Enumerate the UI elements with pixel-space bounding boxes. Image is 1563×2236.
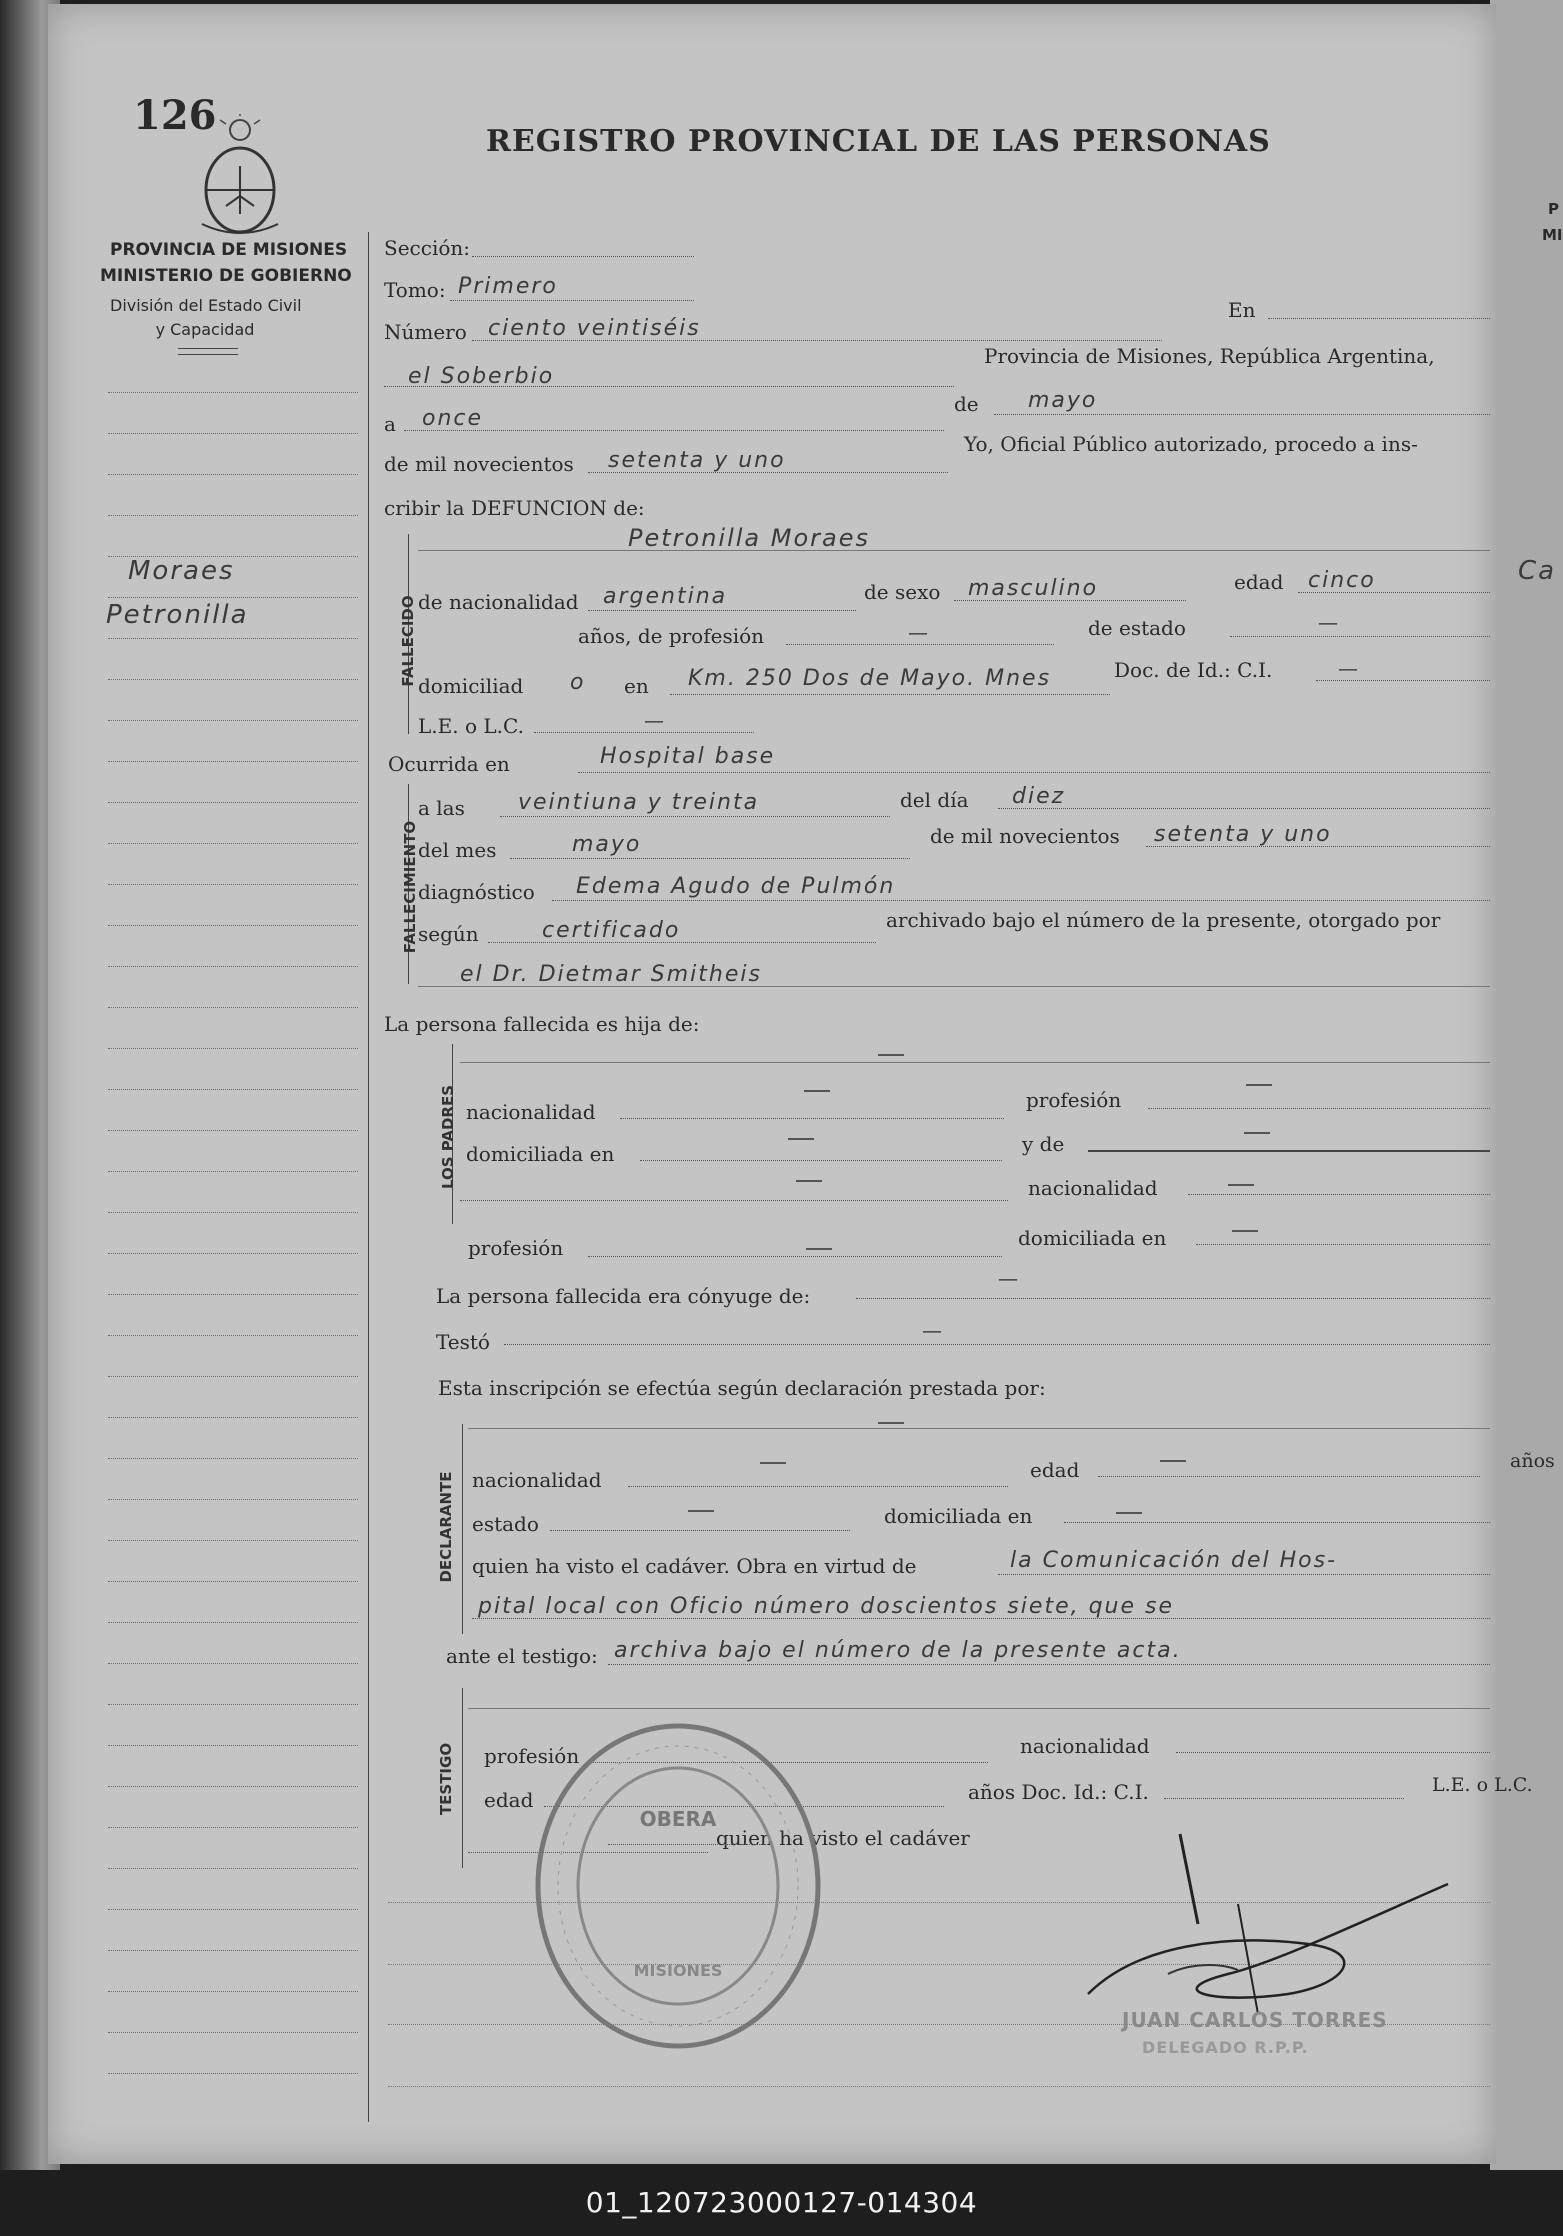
medico-value: el Dr. Dietmar Smitheis <box>460 962 762 987</box>
estado-value: — <box>1318 610 1338 634</box>
margin-ruled-line <box>108 1499 358 1500</box>
segun-value: certificado <box>542 918 681 943</box>
doc-value: — <box>1338 656 1358 680</box>
edad-label: edad <box>1234 570 1284 594</box>
testo-value: — <box>922 1318 942 1342</box>
padre-profesion-line <box>1148 1108 1490 1109</box>
mes-line <box>510 858 910 859</box>
padre-domicilio-blank <box>788 1138 814 1140</box>
signer-title: DELEGADO R.P.P. <box>1142 2038 1309 2057</box>
margin-ruled-line <box>108 843 358 844</box>
margin-ruled-line <box>108 1417 358 1418</box>
hora-value: veintiuna y treinta <box>518 790 760 815</box>
padre-name-blank <box>878 1054 904 1056</box>
seccion-label: Sección: <box>384 236 470 260</box>
testigo-profesion-label: profesión <box>484 1744 580 1768</box>
diagnostico-label: diagnóstico <box>418 880 535 904</box>
margin-ruled-line <box>108 1294 358 1295</box>
place-value: el Soberbio <box>408 364 555 389</box>
margin-ruled-line <box>108 1007 358 1008</box>
declarante-domicilio-label: domiciliada en <box>884 1504 1033 1528</box>
padre-domicilio-line <box>640 1160 1002 1161</box>
margin-ruled-line <box>108 2073 358 2074</box>
margin-ruled-line <box>108 1868 358 1869</box>
name-line <box>418 550 1490 551</box>
right-page-fragment-side: Ca <box>1518 556 1557 586</box>
margin-ruled-line <box>108 392 358 393</box>
doc-line <box>1316 680 1490 681</box>
nacionalidad-value: argentina <box>603 584 728 609</box>
en-label: En <box>1228 298 1256 322</box>
madre-domicilio-blank <box>1232 1230 1258 1232</box>
margin-given-name: Petronilla <box>106 600 249 630</box>
conyuge-value: — <box>998 1266 1018 1290</box>
medico-line <box>418 986 1490 987</box>
margin-ruled-line <box>108 1212 358 1213</box>
testigo-visto-label: quien ha visto el cadáver <box>716 1826 970 1850</box>
doc-label: Doc. de Id.: C.I. <box>1114 658 1273 682</box>
domicilio-line <box>670 694 1110 695</box>
anio-line <box>1146 846 1490 847</box>
declarante-domicilio-blank <box>1116 1512 1142 1514</box>
margin-ruled-line <box>108 433 358 434</box>
testigo-edad-label: edad <box>484 1788 534 1812</box>
numero-label: Número <box>384 320 467 344</box>
year-line <box>588 472 948 473</box>
provincia-text: Provincia de Misiones, República Argentina, <box>984 344 1435 368</box>
margin-ruled-line <box>108 1827 358 1828</box>
margin-ruled-line <box>108 597 358 598</box>
declarante-section-label: DECLARANTE <box>437 1471 455 1583</box>
madre-profesion-label: profesión <box>468 1236 564 1260</box>
declarante-nacionalidad-label: nacionalidad <box>472 1468 602 1492</box>
padre-domicilio-label: domiciliada en <box>466 1142 615 1166</box>
declarante-edad-blank <box>1160 1460 1186 1462</box>
margin-ruled-line <box>108 1581 358 1582</box>
padre-domicilio2-line <box>460 1200 1008 1201</box>
right-page-fragment-a: P <box>1548 200 1559 218</box>
deceased-name: Petronilla Moraes <box>628 524 870 552</box>
numero-line <box>472 340 1162 341</box>
declarante-estado-label: estado <box>472 1512 539 1536</box>
dia-value: diez <box>1012 784 1066 809</box>
madre-domicilio-label: domiciliada en <box>1018 1226 1167 1250</box>
testigo-bracket <box>462 1688 463 1868</box>
office-line-1: PROVINCIA DE MISIONES <box>110 240 348 260</box>
testigo-nacionalidad-line <box>1176 1752 1490 1753</box>
margin-ruled-line <box>108 1622 358 1623</box>
margin-ruled-line <box>108 515 358 516</box>
visto-line-2 <box>472 1618 1490 1619</box>
madre-domicilio-line <box>1196 1244 1490 1245</box>
hora-line <box>500 816 890 817</box>
y-de-label: y de <box>1022 1132 1065 1156</box>
svg-text:OBERA: OBERA <box>639 1807 717 1831</box>
mes-value: mayo <box>572 832 642 857</box>
year-label: de mil novecientos <box>384 452 574 476</box>
archivado-text: archivado bajo el número de la presente, otorgado por <box>886 908 1441 932</box>
madre-nacionalidad-label: nacionalidad <box>1028 1176 1158 1200</box>
declarante-edad-label: edad <box>1030 1458 1080 1482</box>
anio-value: setenta y uno <box>1154 822 1332 847</box>
madre-name-line <box>1088 1150 1490 1152</box>
estado-line <box>1230 636 1490 637</box>
image-id-footer: 01_120723000127-014304 <box>0 2170 1563 2236</box>
declarante-name-line <box>468 1428 1490 1429</box>
testigo-label: ante el testigo: <box>446 1644 598 1668</box>
segun-label: según <box>418 922 479 946</box>
madre-nacionalidad-line <box>1188 1194 1490 1195</box>
testigo-doc-line <box>1164 1798 1404 1799</box>
declarante-estado-line <box>550 1530 850 1531</box>
margin-ruled-line <box>108 1745 358 1746</box>
dia-line <box>998 808 1490 809</box>
svg-text:MISIONES: MISIONES <box>633 1961 723 1980</box>
mes-label: del mes <box>418 838 497 862</box>
de-label: de <box>954 392 979 416</box>
margin-ruled-line <box>108 761 358 762</box>
signer-name: JUAN CARLOS TORRES <box>1122 2008 1388 2032</box>
madre-profesion-line <box>588 1256 1002 1257</box>
declarante-nacionalidad-blank <box>760 1462 786 1464</box>
place-line <box>384 386 954 387</box>
madre-nacionalidad-blank <box>1228 1184 1254 1186</box>
office-line-3: División del Estado Civil <box>110 296 302 315</box>
margin-surname: Moraes <box>128 556 235 586</box>
margin-ruled-line <box>108 1663 358 1664</box>
hora-label: a las <box>418 796 465 820</box>
tomo-line <box>450 300 694 301</box>
declarante-name-blank <box>878 1422 904 1424</box>
declarante-edad-line <box>1098 1476 1480 1477</box>
domicilio-value: Km. 250 Dos de Mayo. Mnes <box>688 666 1052 691</box>
margin-ruled-line <box>108 1089 358 1090</box>
segun-line <box>488 942 876 943</box>
domicilio-en-label: en <box>624 674 649 698</box>
diagnostico-value: Edema Agudo de Pulmón <box>576 874 896 899</box>
visto-line <box>998 1574 1490 1575</box>
padre-name-line <box>460 1062 1490 1063</box>
tomo-value: Primero <box>458 274 558 299</box>
day-line <box>404 430 944 431</box>
declarante-intro: Esta inscripción se efectúa según declaración prestada por: <box>438 1376 1046 1400</box>
visto-value: la Comunicación del Hos- <box>1010 1548 1338 1573</box>
tomo-label: Tomo: <box>384 278 446 302</box>
padre-nacionalidad-blank <box>804 1090 830 1092</box>
margin-ruled-line <box>108 1171 358 1172</box>
sexo-value: masculino <box>968 576 1099 601</box>
estado-label: de estado <box>1088 616 1186 640</box>
le-value: — <box>644 708 664 732</box>
inscribir-text: cribir la DEFUNCION de: <box>384 496 645 520</box>
office-divider <box>178 348 238 349</box>
testigo-le-label: L.E. o L.C. <box>1432 1774 1533 1796</box>
day-value: once <box>422 406 484 431</box>
conyuge-label: La persona fallecida era cónyuge de: <box>436 1284 811 1308</box>
declarante-anos-label: años <box>1510 1450 1555 1472</box>
sexo-label: de sexo <box>864 580 941 604</box>
margin-ruled-line <box>108 1130 358 1131</box>
margin-ruled-line <box>108 1253 358 1254</box>
margin-ruled-line <box>108 884 358 885</box>
visto-label: quien ha visto el cadáver. Obra en virtud de <box>472 1554 917 1578</box>
month-value: mayo <box>1028 388 1098 413</box>
official-text: Yo, Oficial Público autorizado, procedo a ins- <box>964 432 1418 456</box>
padres-section-label: LOS PADRES <box>439 1084 457 1190</box>
office-line-2: MINISTERIO DE GOBIERNO <box>100 266 352 286</box>
le-label: L.E. o L.C. <box>418 714 524 738</box>
signature-mark <box>1048 1824 1468 2034</box>
signature-line-4 <box>388 2086 1490 2087</box>
edad-line <box>1298 592 1490 593</box>
folio-number: 126 <box>133 92 217 139</box>
testigo-section-label: TESTIGO <box>437 1742 455 1816</box>
domicilio-label: domiciliad <box>418 674 524 698</box>
coat-of-arms-icon <box>190 114 290 242</box>
year-value: setenta y uno <box>608 448 786 473</box>
padre-domicilio2-blank <box>796 1180 822 1182</box>
padre-nacionalidad-label: nacionalidad <box>466 1100 596 1124</box>
margin-ruled-line <box>108 474 358 475</box>
right-page-fragment-b: MI <box>1542 226 1563 244</box>
testigo-name-line <box>468 1708 1490 1709</box>
declarante-domicilio-line <box>1064 1522 1490 1523</box>
fallecimiento-section-label: FALLECIMIENTO <box>401 820 419 954</box>
dia-label: del día <box>900 788 969 812</box>
padre-nacionalidad-line <box>620 1118 1004 1119</box>
margin-ruled-line <box>108 1950 358 1951</box>
official-stamp <box>528 1716 828 2056</box>
padre-profesion-blank <box>1246 1084 1272 1086</box>
nacionalidad-line <box>588 610 856 611</box>
margin-ruled-line <box>108 1458 358 1459</box>
margin-ruled-line <box>108 1704 358 1705</box>
margin-ruled-line <box>108 1786 358 1787</box>
padre-profesion-label: profesión <box>1026 1088 1122 1112</box>
sexo-line <box>954 600 1186 601</box>
testigo-nacionalidad-label: nacionalidad <box>1020 1734 1150 1758</box>
a-label: a <box>384 412 396 436</box>
margin-ruled-line <box>108 1048 358 1049</box>
declarante-estado-blank <box>688 1510 714 1512</box>
testo-label: Testó <box>436 1330 490 1354</box>
margin-ruled-line <box>108 802 358 803</box>
margin-ruled-line <box>108 966 358 967</box>
margin-ruled-line <box>108 720 358 721</box>
numero-value: ciento veintiséis <box>488 316 701 341</box>
margin-ruled-line <box>108 925 358 926</box>
margin-ruled-line <box>108 1376 358 1377</box>
le-line <box>534 732 754 733</box>
margin-divider <box>368 232 369 2122</box>
madre-name-blank <box>1244 1132 1270 1134</box>
fallecido-section-label: FALLECIDO <box>399 595 417 687</box>
margin-ruled-line <box>108 2032 358 2033</box>
profesion-value: — <box>908 620 928 644</box>
month-line <box>994 414 1490 415</box>
certificate-page <box>48 4 1555 2164</box>
profesion-line <box>786 644 1054 645</box>
anos-profesion-label: años, de profesión <box>578 624 765 648</box>
edad-value: cinco <box>1308 568 1376 593</box>
anio-label: de mil novecientos <box>930 824 1120 848</box>
padres-intro: La persona fallecida es hija de: <box>384 1012 700 1036</box>
ocurrida-label: Ocurrida en <box>388 752 510 776</box>
margin-ruled-line <box>108 638 358 639</box>
margin-ruled-line <box>108 1335 358 1336</box>
office-divider-2 <box>178 354 238 355</box>
en-line <box>1268 318 1490 319</box>
nacionalidad-label: de nacionalidad <box>418 590 579 614</box>
testo-line <box>504 1344 1490 1345</box>
testigo-doc-label: años Doc. Id.: C.I. <box>968 1780 1149 1804</box>
domicilio-suffix: o <box>570 670 586 695</box>
declarante-nacionalidad-line <box>628 1486 1008 1487</box>
declarante-bracket <box>462 1424 463 1634</box>
visto-value-2: pital local con Oficio número doscientos siete, que se <box>478 1594 1175 1619</box>
diagnostico-line <box>552 900 1490 901</box>
margin-ruled-line <box>108 679 358 680</box>
testigo-value: archiva bajo el número de la presente acta. <box>614 1638 1182 1663</box>
seccion-line <box>472 256 694 257</box>
madre-profesion-blank <box>806 1248 832 1250</box>
margin-ruled-line <box>108 1909 358 1910</box>
ocurrida-line <box>578 772 1490 773</box>
conyuge-line <box>856 1298 1490 1299</box>
office-line-4: y Capacidad <box>155 320 255 339</box>
testigo-line <box>608 1664 1490 1665</box>
facing-page-edge <box>1490 0 1563 2170</box>
ocurrida-value: Hospital base <box>600 744 776 769</box>
margin-ruled-line <box>108 1991 358 1992</box>
page-title: REGISTRO PROVINCIAL DE LAS PERSONAS <box>486 124 1271 159</box>
margin-ruled-line <box>108 1540 358 1541</box>
